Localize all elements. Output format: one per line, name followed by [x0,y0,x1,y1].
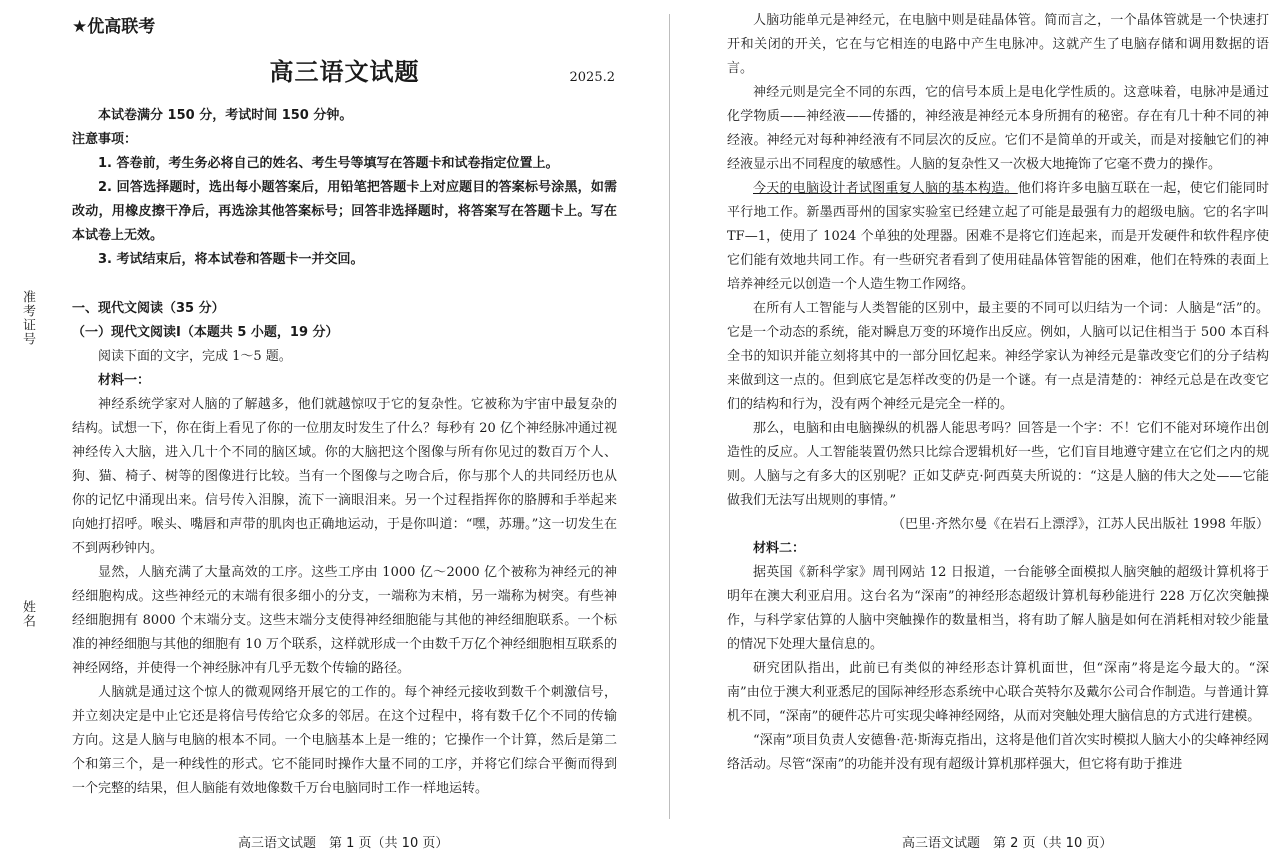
passage-paragraph: 人脑就是通过这个惊人的微观网络开展它的工作的。每个神经元接收到数千个刺激信号，并立刻决定是中止它还是将信号传给它众多的邻居。在这个过程中，将有数千亿个不同的传输方向。这是人脑与电脑的根本不同。一个电脑基本上是一维的；它操作一个计算，然后是第二个和第三个，是一种线性的形式。它不能同时操作大量不同的工序，并将它们综合平衡而得到一个完整的结果，但人脑能有效地像数千万台电脑同时工作一样地运转。 [72,685,617,796]
notice-item: 3. 考试结束后，将本试卷和答题卡一并交回。 [98,252,364,267]
passage-paragraph: 人脑功能单元是神经元，在电脑中则是硅晶体管。简而言之，一个晶体管就是一个快速打开和关闭的开关，它在与它相连的电路中产生电脉冲。这就产生了电脑存储和调用数据的语言。 [727,13,1269,76]
passage-paragraph: 神经元则是完全不同的东西，它的信号本质上是电化学性质的。这意味着，电脉冲是通过化学物质——神经液——传播的，神经液是神经元本身所拥有的秘密。存在有几十种不同的神经液。神经元对每种神经液有不同层次的反应。它们不是简单的开或关，而是对接触它们的神经液显示出不同程度的敏感性。人脑的复杂性又一次极大地掩饰了它毫不费力的操作。 [727,85,1269,172]
notice-item: 2. 回答选择题时，选出每小题答案后，用铅笔把答题卡上对应题目的答案标号涂黑，如需改动，用橡皮擦干净后，再选涂其他答案标号；回答非选择题时，将答案写在答题卡上。写在本试卷上无效。 [72,180,617,243]
passage-continued [727,9,1269,777]
passage-paragraph: 研究团队指出，此前已有类似的神经形态计算机面世，但“深南”将是迄今最大的。“深南”由位于澳大利亚悉尼的国际神经形态系统中心联合英特尔及戴尔公司合作制造。与普通计算机不同，“深南”的硬件芯片可实现尖峰神经网络，从而对突触处理大脑信息的方式进行建模。 [727,661,1269,724]
passage-paragraph: 在所有人工智能与人类智能的区别中，最主要的不同可以归结为一个词：人脑是“活”的。它是一个动态的系统，能对瞬息万变的环境作出反应。例如，人脑可以记住相当于 500 本百科全书的知识并能立刻将其中的一部分回忆起来。神经学家认为神经元是靠改变它们的分子结构来做到这一点的。但到底它是怎样改变的仍是一个谜。有一点是清楚的：神经元总是在改变它们的结构和行为，没有两个神经元是完全一样的。 [727,301,1269,412]
subsection-heading: （一）现代文阅读Ⅰ（本题共 5 小题，19 分） [72,325,339,340]
notice-heading: 注意事项： [72,132,138,147]
page-footer-1: 高三语文试题 第 1 页（共 10 页） [238,836,449,851]
section-heading: 一、现代文阅读（35 分） [72,301,225,316]
passage-paragraph: 那么，电脑和由电脑操纵的机器人能思考吗？回答是一个字：不！它们不能对环境作出创造性的反应。人工智能装置仍然只比综合逻辑机好一些，它们盲目地遵守建立在它们之内的规则。人脑与之有多大的区别呢？正如艾萨克·阿西莫夫所说的：“这是人脑的伟大之处——它能做我们无法写出规则的事情。” [727,421,1269,508]
page-footer-2: 高三语文试题 第 2 页（共 10 页） [902,836,1113,851]
side-label-name: 姓名 [20,600,35,628]
passage-paragraph: 神经系统学家对人脑的了解越多，他们就越惊叹于它的复杂性。它被称为宇宙中最复杂的结构。试想一下，你在街上看见了你的一位朋友时发生了什么？每秒有 20 亿个神经脉冲通过视神经传入大脑，进入几十个不同的脑区域。你的大脑把这个图像与所有你见过的数百万个人、狗、猫、椅子、树等的图像进行比较。当有一个图像与之吻合后，你与那个人的共同经历也从你的记忆中涌现出来。信号传入泪腺，流下一滴眼泪来。另一个过程指挥你的胳膊和手举起来向她打招呼。喉头、嘴唇和声带的肌肉也正确地运动，于是你叫道：“嘿，苏珊。”这一切发生在不到两秒钟内。 [72,397,617,556]
passage-paragraph [727,177,1269,297]
passage-paragraph: “深南”项目负责人安德鲁·范·斯海克指出，这将是他们首次实时模拟人脑大小的尖峰神经网络活动。尽管“深南”的功能并没有现有超级计算机那样强大，但它将有助于推进 [727,733,1269,772]
exam-title: 高三语文试题 [269,57,420,86]
paragraph-text: 他们将许多电脑互联在一起，使它们能同时平行地工作。新墨西哥州的国家实验室已经建立起了可能是最强有力的超级电脑。它的名字叫 TF—1，使用了 1024 个单独的处理器。困难不是将它们连起来，而是开发硬件和软件程序使它们能有效地共同工作。有一些研究者看到了使用硅晶体管智能的困难，他们在特殊的表面上培养神经元以创造一个人造生物工作网络。 [727,181,1269,292]
side-label-ticket-number: 准考证号 [20,290,35,346]
reading-section [72,297,617,801]
brand-label: ★优高联考 [72,17,156,37]
exam-date: 2025.2 [569,70,615,85]
material-label: 材料二： [753,541,806,556]
underlined-sentence: 今天的电脑设计者试图重复人脑的基本构造。 [753,181,1018,196]
notice-item: 1. 答卷前，考生务必将自己的姓名、考生号等填写在答题卡和试卷指定位置上。 [98,156,559,171]
passage-paragraph: 显然，人脑充满了大量高效的工序。这些工序由 1000 亿～2000 亿个被称为神经元的神经细胞构成。这些神经元的末端有很多细小的分支，一端称为末梢，另一端称为树突。有些神经细胞拥有 8000 个末端分支。这些末端分支使得神经细胞能与其他的神经细胞联系。一个标准的神经细胞与其他的细胞有 10 万个联系，这样就形成一个由数千万亿个神经细胞相互联系的神经网络，并使得一个神经脉冲有几乎无数个传输的路径。 [72,565,617,676]
reading-instruction: 阅读下面的文字，完成 1～5 题。 [98,349,292,364]
source-citation: （巴里·齐然尔曼《在岩石上漂浮》，江苏人民出版社 1998 年版） [892,517,1269,532]
material-label: 材料一： [98,373,151,388]
passage-paragraph: 据英国《新科学家》周刊网站 12 日报道，一台能够全面模拟人脑突触的超级计算机将于明年在澳大利亚启用。这台名为“深南”的神经形态超级计算机每秒能进行 228 万亿次突触操作，与科学家估算的人脑中突触操作的数量相当，将有助了解人脑是如何在消耗相对较少能量的情况下处理大量信息的。 [727,565,1269,652]
score-info: 本试卷满分 150 分，考试时间 150 分钟。 [98,108,353,123]
page-divider [669,14,670,819]
exam-instructions [72,104,617,272]
